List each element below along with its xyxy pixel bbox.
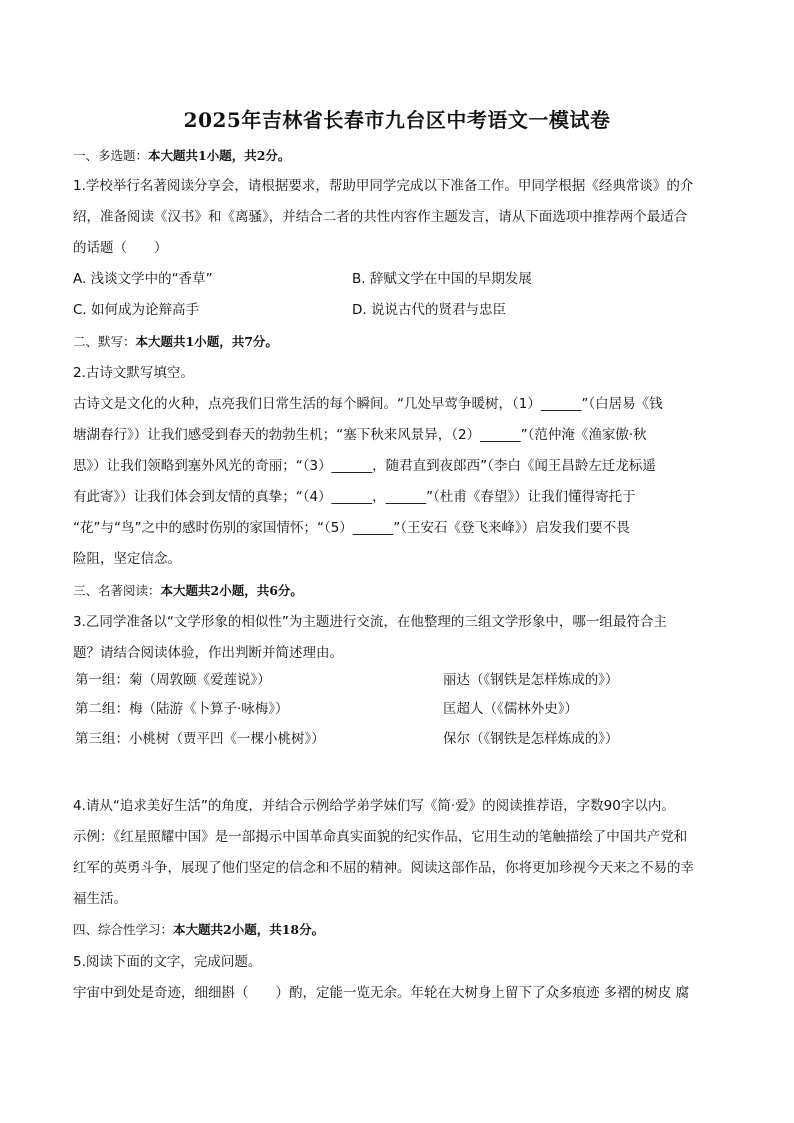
question-text: 绍，准备阅读《汉书》和《离骚》，并结合二者的共性内容作主题发言，请从下面选项中推荐两个最适合 <box>73 209 688 225</box>
group-left: 第二组：梅（陆游《卜算子·咏梅》） <box>75 701 289 717</box>
group-right: 丽达（《钢铁是怎样炼成的》） <box>443 672 619 688</box>
question-text: “花”与“鸟”之中的感时伤别的家国情怀；“（5）______”（王安石《登飞来峰》）启发我们要不畏 <box>73 520 630 536</box>
question-text: 宇宙中到处是奇迹，细细斟（ ）酌，定能一览无余。年轮在大树身上留下了众多痕迹 多褶的树皮 腐 <box>73 985 690 1001</box>
question-text: 题？请结合阅读体验，作出判断并简述理由。 <box>73 645 343 661</box>
question-text: 古诗文是文化的火种，点亮我们日常生活的每个瞬间。“几处早莺争暖树，（1）______”（白居易《钱 <box>73 396 663 412</box>
section-heading-1 <box>73 148 290 164</box>
question-text: 有此寄》）让我们体会到友情的真挚；“（4）______，______”（杜甫《春望》）让我们懂得寄托于 <box>73 489 636 505</box>
group-left: 第一组：菊（周敦颐《爱莲说》） <box>75 672 271 688</box>
group-right: 匡超人（《儒林外史》） <box>443 701 578 717</box>
question-text: 3.乙同学准备以“文学形象的相似性”为主题进行交流，在他整理的三组文学形象中，哪一组最符合主 <box>73 614 667 630</box>
page-title: 2025年吉林省长春市九台区中考语文一模试卷 <box>183 108 611 132</box>
section-desc: 本大题共2小题，共18分。 <box>173 922 325 937</box>
section-desc: 本大题共2小题，共6分。 <box>160 583 303 598</box>
option-d: D. 说说古代的贤君与忠臣 <box>352 302 506 318</box>
question-text: 2.古诗文默写填空。 <box>73 365 194 381</box>
section-label: 四、综合性学习： <box>73 922 174 937</box>
option-a: A. 浅谈文学中的“香草” <box>73 271 213 287</box>
question-text: 5.阅读下面的文字，完成问题。 <box>73 954 262 970</box>
question-text: 思》）让我们领略到塞外风光的奇丽；“（3）______，随君直到夜郎西”（李白《闻王昌龄左迁龙标遥 <box>73 458 656 474</box>
section-desc: 本大题共1小题，共7分。 <box>135 334 278 349</box>
question-text: 1.学校举行名著阅读分享会，请根据要求，帮助甲同学完成以下准备工作。甲同学根据《经典常谈》的介 <box>73 178 694 194</box>
question-text: 福生活。 <box>73 891 127 907</box>
question-text: 险阻，坚定信念。 <box>73 551 181 567</box>
section-label: 一、多选题： <box>73 148 149 163</box>
section-desc: 本大题共1小题，共2分。 <box>148 148 291 163</box>
group-right: 保尔（《钢铁是怎样炼成的》） <box>443 731 619 747</box>
section-heading-3 <box>73 583 303 599</box>
option-c: C. 如何成为论辩高手 <box>73 302 200 318</box>
question-text: 示例：《红星照耀中国》是一部揭示中国革命真实面貌的纪实作品，它用生动的笔触描绘了中国共产党和 <box>73 829 688 845</box>
section-heading-2 <box>73 334 278 350</box>
question-text: 塘湖春行》）让我们感受到春天的勃勃生机；“塞下秋来风景异，（2）______”（范仲淹《渔家傲·秋 <box>73 427 647 443</box>
question-text: 4.请从“追求美好生活”的角度，并结合示例给学弟学妹们写《简·爱》的阅读推荐语，字数90字以内。 <box>73 798 675 814</box>
section-heading-4 <box>73 922 324 938</box>
section-label: 二、默写： <box>73 334 136 349</box>
group-left: 第三组：小桃树（贾平凹《一棵小桃树》） <box>75 731 325 747</box>
question-text: 红军的英勇斗争，展现了他们坚定的信念和不屈的精神。阅读这部作品，你将更加珍视今天来之不易的幸 <box>73 860 694 876</box>
question-text: 的话题（ ） <box>73 240 168 256</box>
option-b: B. 辞赋文学在中国的早期发展 <box>352 271 532 287</box>
section-label: 三、名著阅读： <box>73 583 161 598</box>
